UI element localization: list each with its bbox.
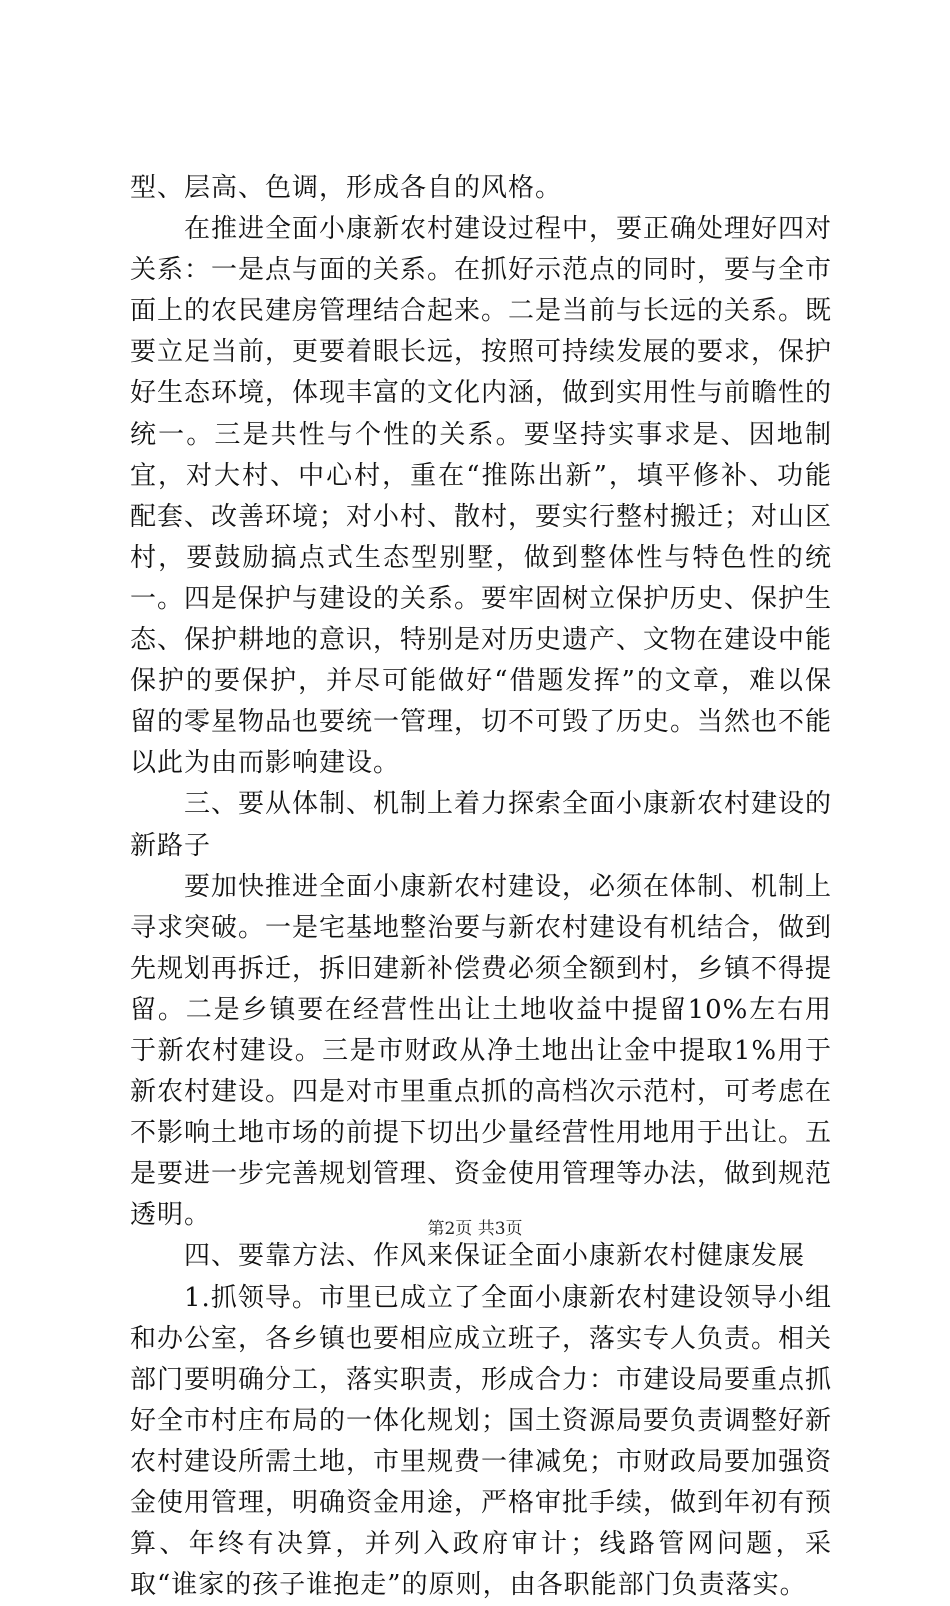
page-number-footer: 第2页 共3页: [427, 1219, 523, 1239]
paragraph-four-relations: 在推进全面小康新农村建设过程中，要正确处理好四对关系：一是点与面的关系。在抓好示范点的同时，要与全市面上的农民建房管理结合起来。二是当前与长远的关系。既要立足当前，更要着眼长远，按照可持续发展的要求，保护好生态环境，体现丰富的文化内涵，做到实用性与前瞻性的统一。三是共性与个性的关系。要坚持实事求是、因地制宜，对大村、中心村，重在“推陈出新”，填平修补、功能配套、改善环境；对小村、散村，要实行整村搬迁；对山区村，要鼓励搞点式生态型别墅，做到整体性与特色性的统一。四是保护与建设的关系。要牢固树立保护历史、保护生态、保护耕地的意识，特别是对历史遗产、文物在建设中能保护的要保护，并尽可能做好“借题发挥”的文章，难以保留的零星物品也要统一管理，切不可毁了历史。当然也不能以此为由而影响建设。: [130, 214, 833, 779]
document-body: [130, 168, 832, 1606]
section-heading-four: 四、要靠方法、作风来保证全面小康新农村健康发展: [184, 1241, 806, 1272]
paragraph-leadership: 1.抓领导。市里已成立了全面小康新农村建设领导小组和办公室，各乡镇也要相应成立班子，落实专人负责。相关部门要明确分工，落实职责，形成合力：市建设局要重点抓好全市村庄布局的一体化规划；国土资源局要负责调整好新农村建设所需土地，市里规费一律减免；市财政局要加强资金使用管理，明确资金用途，严格审批手续，做到年初有预算、年终有决算，并列入政府审计；线路管网问题，采取“谁家的孩子谁抱走”的原则，由各职能部门负责落实。: [130, 1282, 833, 1601]
section-heading-three: 三、要从体制、机制上着力探索全面小康新农村建设的新路子: [130, 789, 833, 861]
paragraph-system-mechanism: 要加快推进全面小康新农村建设，必须在体制、机制上寻求突破。一是宅基地整治要与新农村建设有机结合，做到先规划再拆迁，拆旧建新补偿费必须全额到村，乡镇不得提留。二是乡镇要在经营性出让土地收益中提留10%左右用于新农村建设。三是市财政从净土地出让金中提取1%用于新农村建设。四是对市里重点抓的高档次示范村，可考虑在不影响土地市场的前提下切出少量经营性用地用于出让。五是要进一步完善规划管理、资金使用管理等办法，做到规范透明。: [130, 871, 833, 1231]
paragraph-continuation: 型、层高、色调，形成各自的风格。: [130, 173, 563, 203]
